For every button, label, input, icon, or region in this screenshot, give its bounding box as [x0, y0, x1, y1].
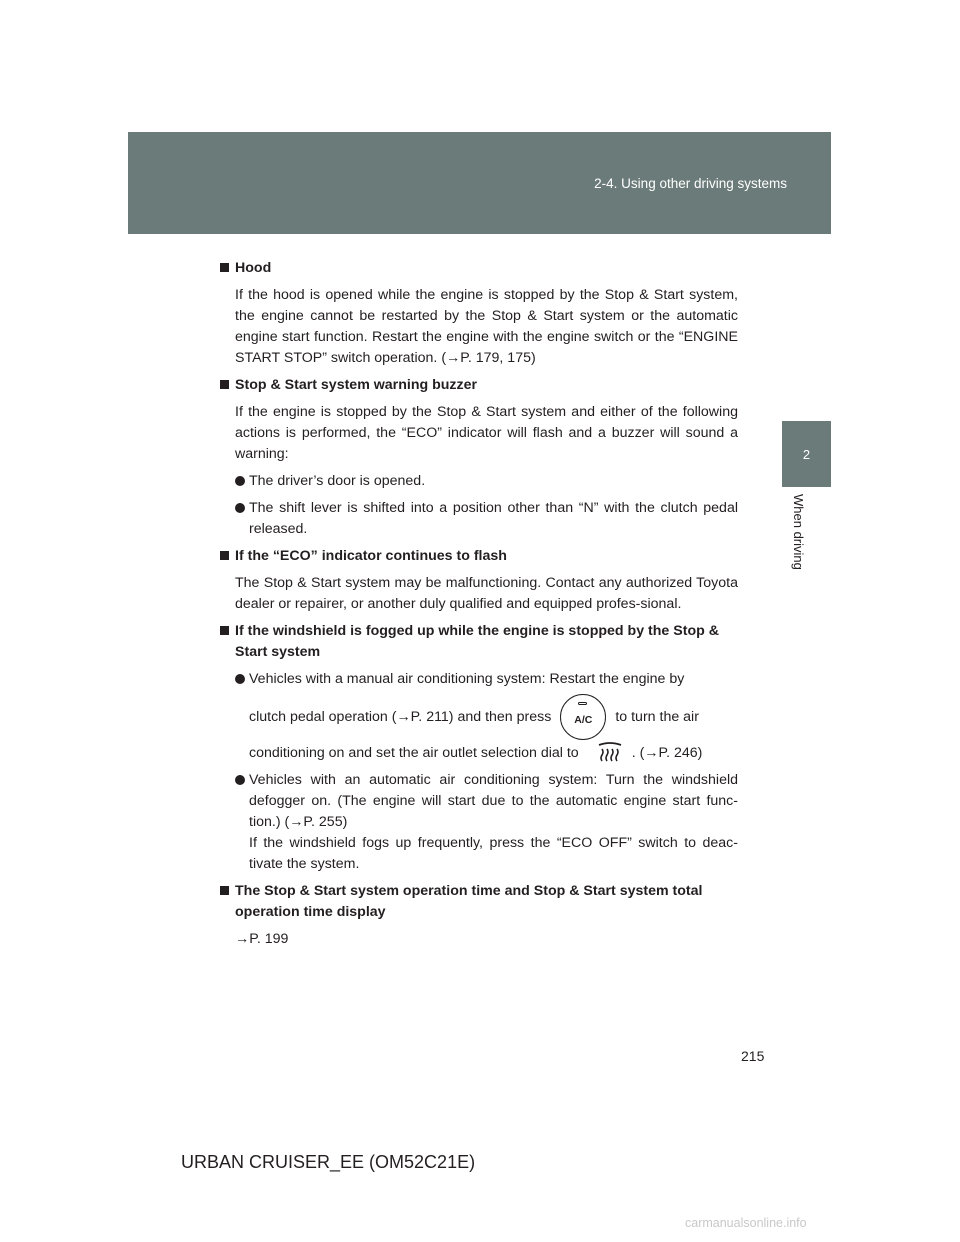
- list-item: Vehicles with a manual air conditioning system: Restart the engine by clutch pedal operation (→P. 211) and then press A/C to turn the air conditioning on and set the air outlet selection dial to . (→P. 246): [220, 669, 738, 764]
- section-header-bar: [128, 132, 831, 234]
- model-code: URBAN CRUISER_EE (OM52C21E): [181, 1152, 476, 1172]
- display-text: →P. 199: [235, 931, 289, 947]
- watermark: carmanualsonline.info: [685, 1216, 807, 1230]
- buzzer-text: If the engine is stopped by the Stop & Start system and either of the following actions is performed, the “ECO” indicator will flash and a buzzer will sound a warning:: [235, 404, 738, 462]
- windshield-heading: If the windshield is fogged up while the engine is stopped by the Stop & Start system: [220, 621, 738, 663]
- hood-heading: Hood: [220, 258, 738, 279]
- list-item: Vehicles with an automatic air conditioning system: Turn the windshield defogger on. (The engine will start due to the automatic engine start func-tion.) (→P. 255) If the windshield fogs up frequently, press the “ECO OFF” switch to deac-tivate the system.: [220, 770, 738, 875]
- round-bullet-icon: [235, 674, 245, 684]
- list-item: The driver’s door is opened.: [220, 471, 738, 492]
- section-title: 2-4. Using other driving systems: [594, 176, 787, 191]
- defroster-outlet-icon: [597, 742, 623, 764]
- square-bullet-icon: [220, 551, 229, 560]
- square-bullet-icon: [220, 886, 229, 895]
- square-bullet-icon: [220, 263, 229, 272]
- round-bullet-icon: [235, 503, 245, 513]
- round-bullet-icon: [235, 476, 245, 486]
- square-bullet-icon: [220, 380, 229, 389]
- square-bullet-icon: [220, 626, 229, 635]
- page-number: 215: [741, 1048, 765, 1064]
- ac-button-icon: A/C: [560, 694, 606, 740]
- eco-heading: If the “ECO” indicator continues to flash: [220, 546, 738, 567]
- eco-text: The Stop & Start system may be malfunctioning. Contact any authorized Toyota dealer or repairer, or another duly qualified and equipped profes-sional.: [235, 575, 738, 612]
- round-bullet-icon: [235, 775, 245, 785]
- hood-text: If the hood is opened while the engine is stopped by the Stop & Start system, the engine cannot be restarted by the Stop & Start system or the automatic engine start function. Restart the engine with the engine switch or the “ENGINE START STOP” switch operation. (→P. 179, 175): [235, 287, 738, 366]
- display-heading: The Stop & Start system operation time and Stop & Start system total operation time display: [220, 881, 738, 923]
- buzzer-heading: Stop & Start system warning buzzer: [220, 375, 738, 396]
- chapter-tab: [782, 421, 831, 487]
- chapter-label: When driving: [791, 494, 806, 570]
- page-content: [220, 258, 738, 950]
- chapter-number: 2: [802, 447, 811, 462]
- indicator-light-icon: [578, 702, 587, 705]
- list-item: The shift lever is shifted into a position other than “N” with the clutch pedal released.: [220, 498, 738, 540]
